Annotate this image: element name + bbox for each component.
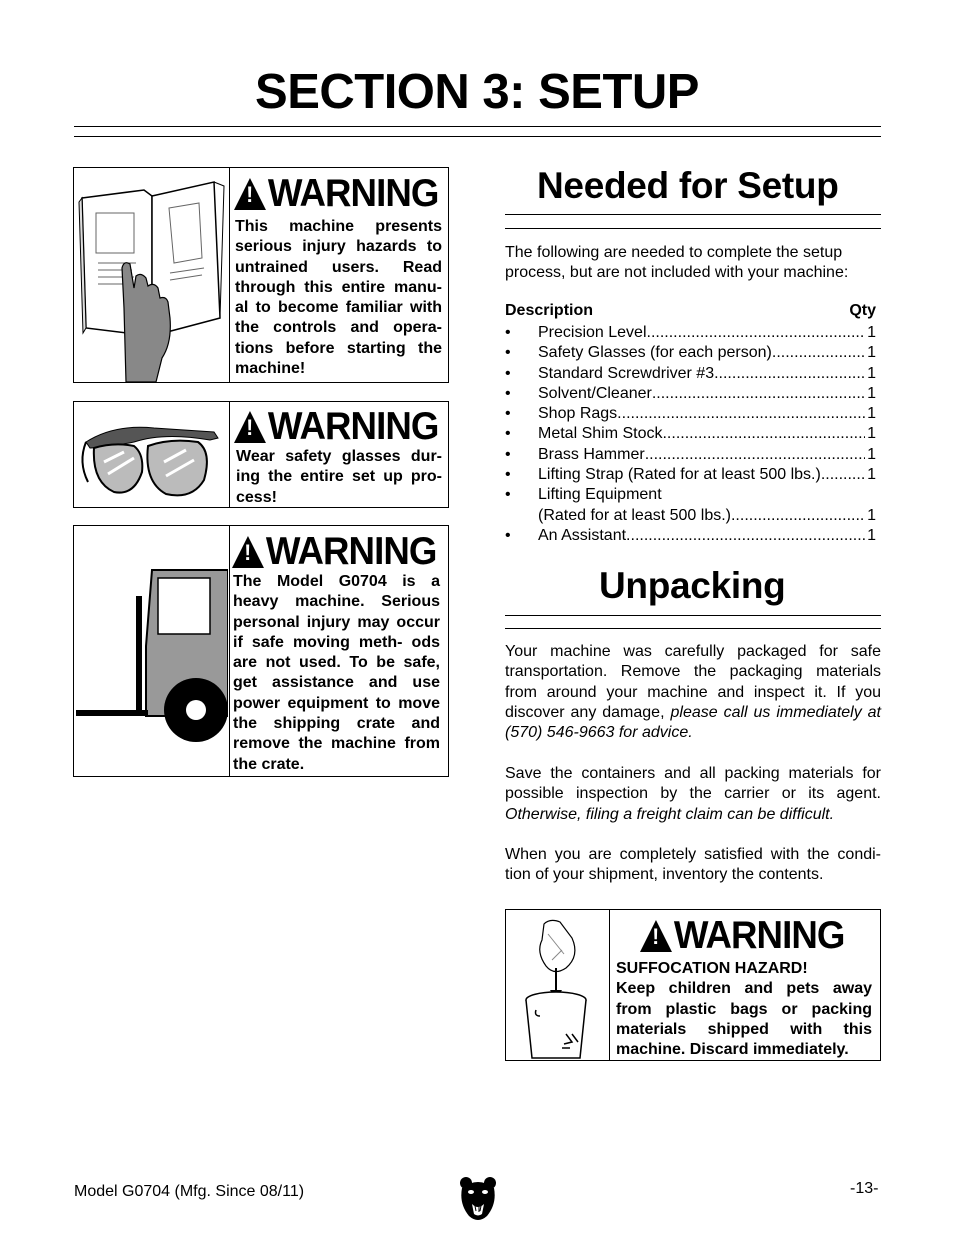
p2-text: Save the containers and all packing materials for possible inspection by the carrier or its agent. [505, 765, 881, 803]
list-item [505, 485, 876, 505]
bear-head-logo-icon [459, 1176, 497, 1222]
item-name: Lifting Strap (Rated for at least 500 lbs.) [538, 466, 821, 484]
item-name: Brass Hammer [538, 445, 645, 463]
bullet: • [505, 384, 511, 402]
title-rule-top [74, 126, 881, 127]
item-qty: 1 [867, 344, 876, 362]
item-name: Shop Rags [538, 405, 618, 423]
list-item [505, 364, 876, 384]
p2-italic: Otherwise, filing a freight claim can be difficult. [505, 805, 835, 823]
warning-triangle-icon [232, 536, 264, 568]
list-item [505, 445, 876, 465]
p1-italic: please call us immediately at (570) 546-9663 for advice. [505, 703, 882, 742]
col-description: Description [505, 302, 594, 319]
list-item [505, 343, 876, 363]
item-name: Metal Shim Stock [538, 425, 663, 443]
warning-header [234, 172, 439, 215]
bullet: • [505, 364, 511, 382]
bullet: • [505, 486, 511, 504]
warning-content [234, 402, 448, 507]
warning-content [616, 910, 880, 1060]
warning-triangle-icon [234, 178, 266, 210]
bullet: • [505, 526, 511, 544]
warning-subheading: SUFFOCATION HAZARD! [616, 960, 808, 977]
item-name: Precision Level [538, 324, 647, 341]
warning-content [234, 168, 448, 382]
warning-text: This machine presents serious injury hazards to untrained users. Read through this entire manu- al to become familiar with the controls and opera- tions before starting the machine! [235, 218, 442, 378]
warning-triangle-icon [640, 920, 672, 952]
item-qty: 1 [867, 384, 876, 402]
warning-title: WARNING [265, 530, 437, 573]
warning-text: The Model G0704 is a heavy machine. Serious personal injury may occur if safe moving meth- ods are not used. To be safe, get assistance and use power equipment to move the shipping crate and remove the machine from the crate. [233, 573, 440, 773]
list-item-sub [505, 506, 876, 526]
warning-title: WARNING [673, 914, 845, 957]
item-qty: 1 [867, 425, 876, 443]
list-item [505, 465, 876, 485]
warning-content [232, 526, 448, 776]
manual-reading-icon [74, 168, 230, 382]
warning-header [234, 405, 439, 448]
unpacking-rule-top [505, 615, 881, 616]
unpacking-paragraph-3: When you are completely satisfied with the condi- tion of your shipment, inventory the contents. [505, 846, 881, 884]
list-item [505, 323, 876, 343]
list-item [505, 384, 876, 404]
warning-box-manual [73, 167, 449, 383]
item-name: Solvent/Cleaner [538, 384, 652, 402]
warning-header [640, 916, 866, 956]
warning-title: WARNING [267, 172, 439, 215]
needed-list [505, 323, 876, 546]
bullet: • [505, 425, 511, 443]
item-qty: 1 [867, 526, 876, 544]
needed-rule-top [505, 214, 881, 215]
footer-page-number: -13- [850, 1180, 879, 1197]
plastic-bag-trash-icon [506, 910, 610, 1060]
warning-text: Keep children and pets away from plastic bags or packing materials shipped with this machine. Discard immediately. [616, 980, 872, 1059]
item-name: Lifting Equipment [538, 486, 662, 504]
item-name: Standard Screwdriver #3 [538, 364, 715, 382]
item-qty: 1 [867, 445, 876, 463]
footer-model: Model G0704 (Mfg. Since 08/11) [74, 1183, 305, 1200]
bullet: • [505, 466, 511, 484]
needed-intro: The following are needed to complete the setup process, but are not included with your machine: [505, 244, 849, 282]
title-rule-bottom [74, 136, 881, 137]
unpacking-paragraph-1 [505, 642, 881, 743]
needed-rule-bottom [505, 228, 881, 229]
bullet: • [505, 445, 511, 463]
item-qty: 1 [867, 324, 876, 341]
item-name-sub: (Rated for at least 500 lbs.) [538, 506, 731, 524]
unpacking-rule-bottom [505, 628, 881, 629]
item-qty: 1 [867, 506, 876, 524]
p1-text: Your machine was carefully packaged for safe transportation. Remove the packaging materials from around your machine and inspect it. If you discover any damage, [505, 643, 881, 721]
item-qty: 1 [867, 405, 876, 423]
bullet: • [505, 344, 511, 362]
item-name: Safety Glasses (for each person) [538, 344, 772, 362]
unpacking-heading: Unpacking [599, 565, 786, 606]
unpacking-paragraph-2 [505, 764, 881, 825]
item-qty: 1 [867, 364, 876, 382]
warning-triangle-icon [234, 411, 266, 443]
warning-box-heavy [73, 525, 449, 777]
item-qty: 1 [867, 466, 876, 484]
list-item [505, 424, 876, 444]
bullet: • [505, 405, 511, 423]
warning-text: Wear safety glasses dur- ing the entire set up pro- cess! [236, 448, 442, 506]
warning-box-glasses [73, 401, 449, 508]
warning-header [232, 532, 435, 572]
list-item [505, 404, 876, 424]
forklift-icon [74, 526, 230, 776]
needed-table-header [505, 302, 876, 320]
warning-box-suffocation [505, 909, 881, 1061]
page-title: SECTION 3: SETUP [255, 65, 699, 119]
warning-title: WARNING [267, 405, 439, 448]
list-item [505, 526, 876, 546]
item-name: An Assistant [538, 526, 627, 544]
safety-glasses-icon [74, 402, 230, 507]
bullet: • [505, 324, 511, 341]
needed-heading: Needed for Setup [537, 165, 839, 206]
col-qty: Qty [849, 302, 876, 319]
